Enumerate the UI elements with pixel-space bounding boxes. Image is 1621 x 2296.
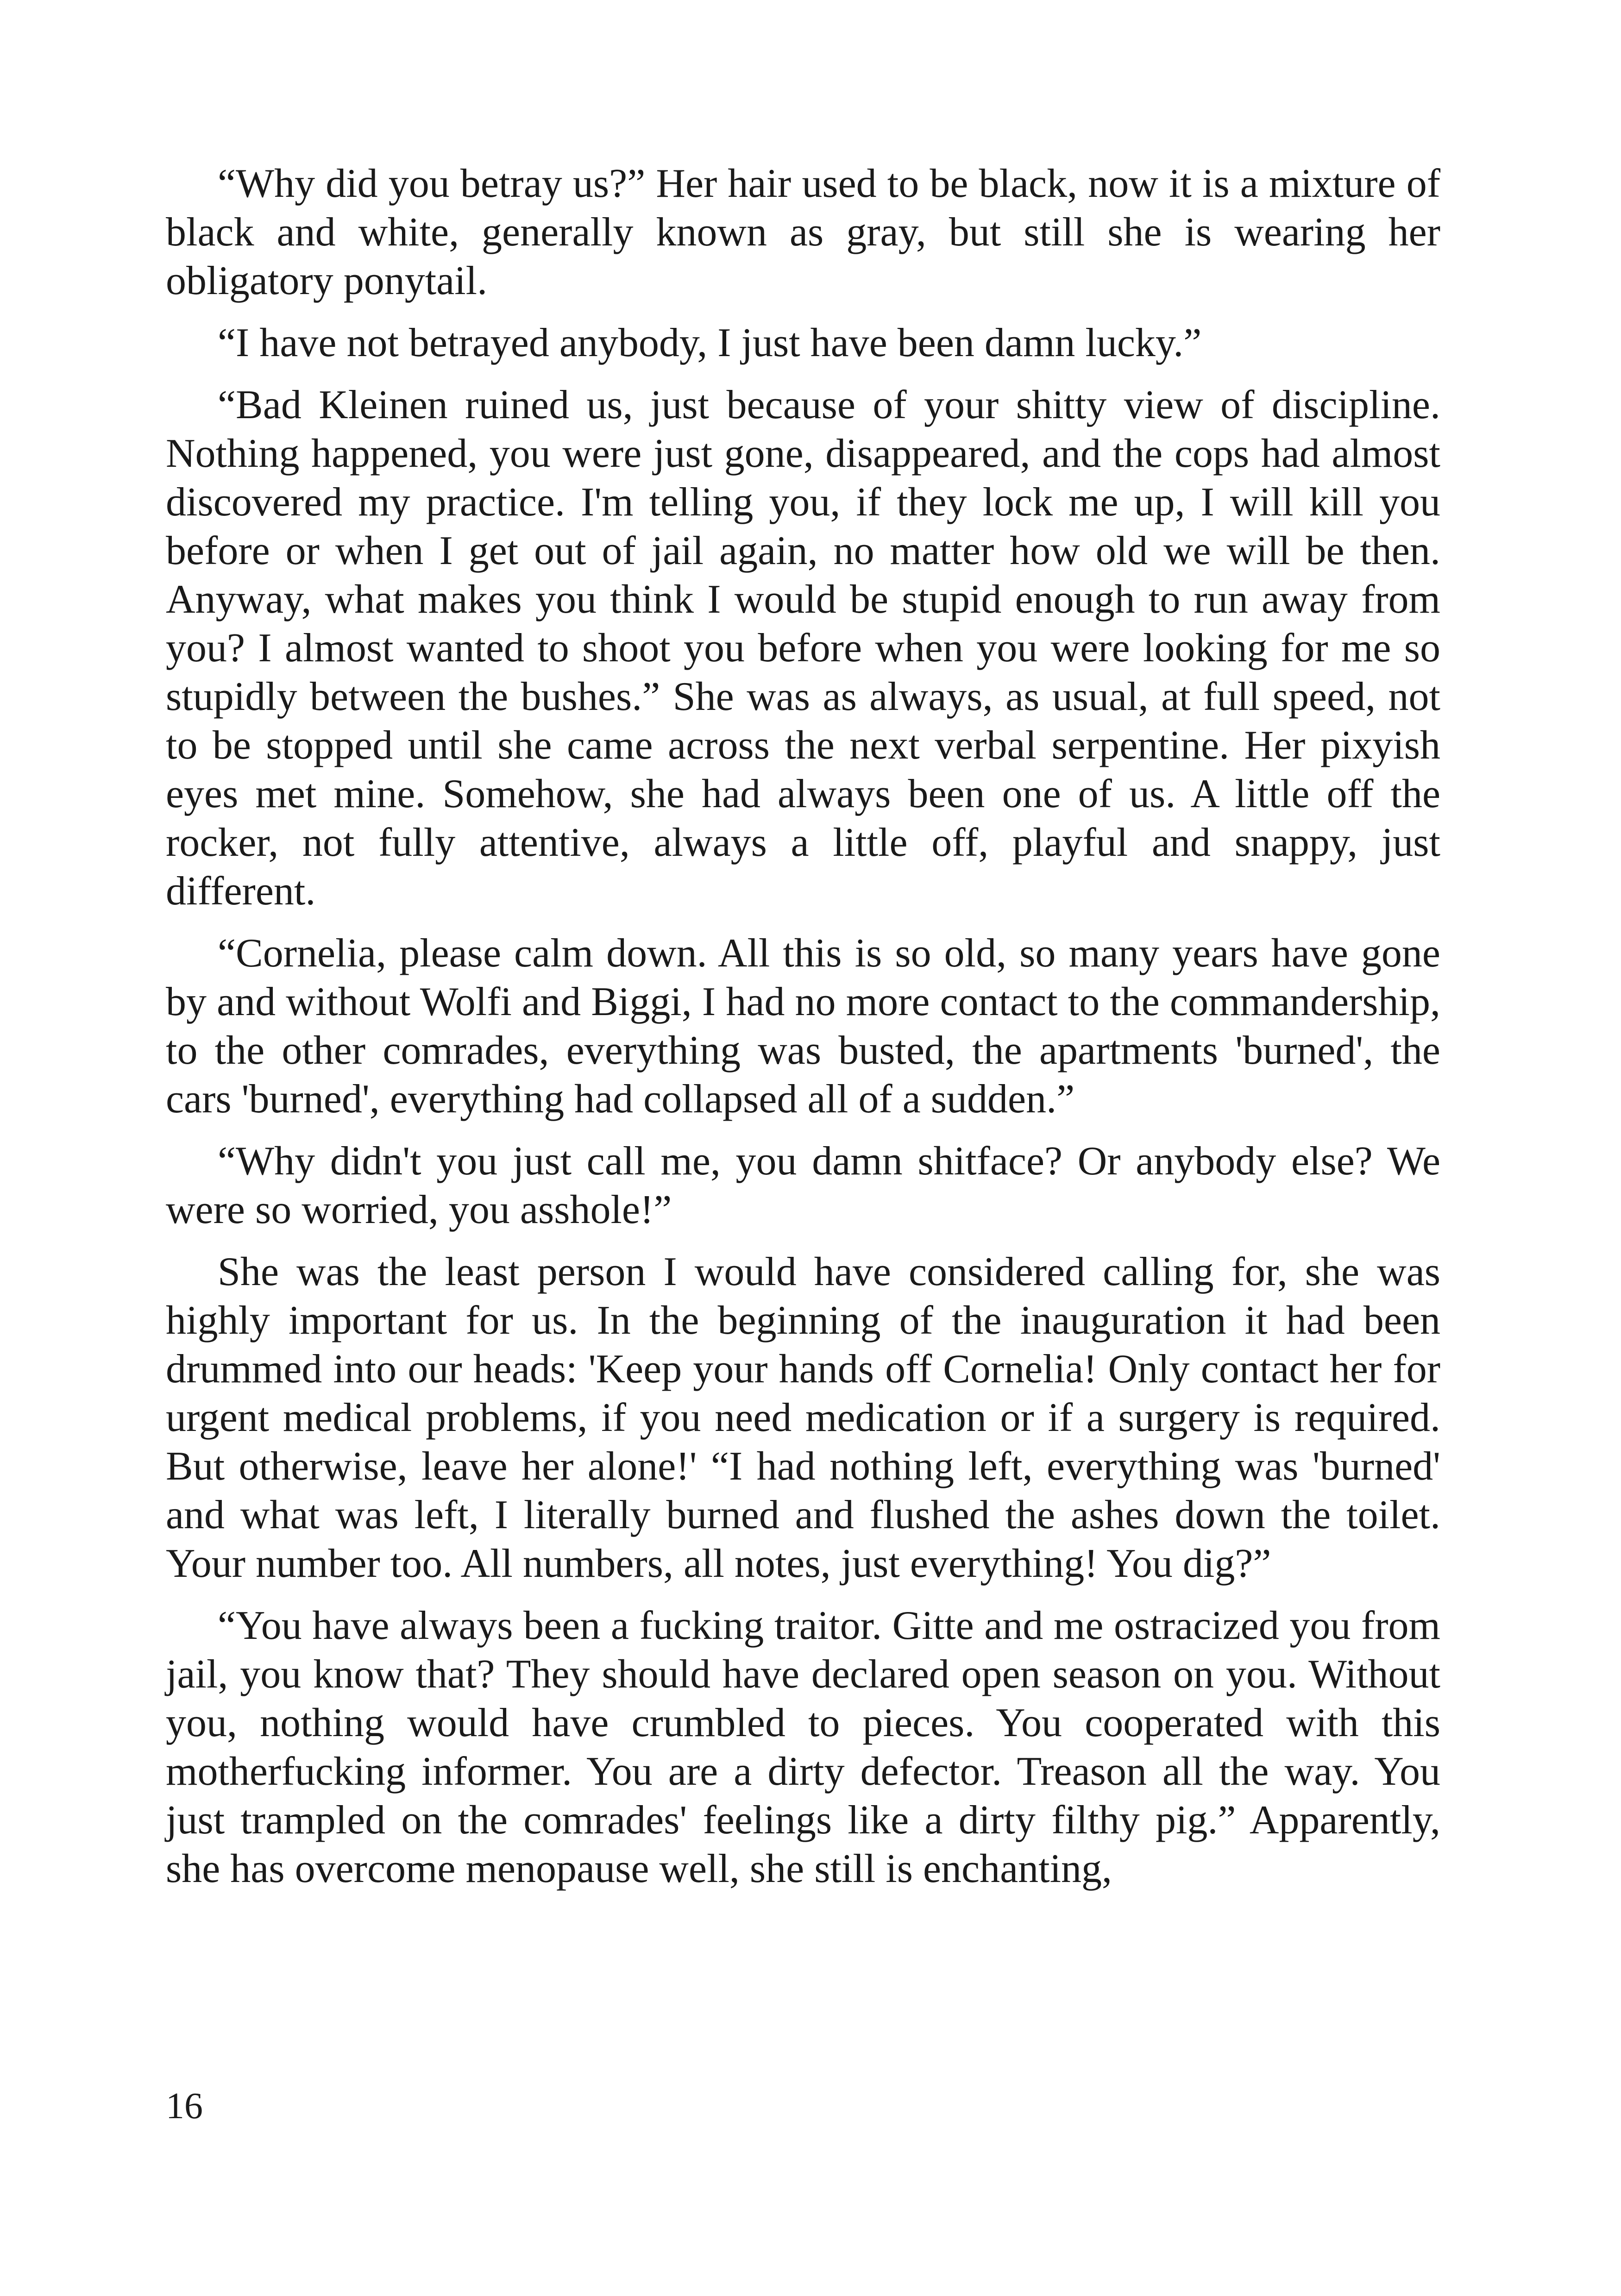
paragraph: “I have not betrayed anybody, I just have been damn lucky.” xyxy=(218,320,1202,365)
page-number: 16 xyxy=(166,2086,203,2127)
paragraph: She was the least person I would have considered calling for, she was highly important for us. In the beginning of the inauguration it had been drummed into our heads: 'Keep your hands off Cornelia! Only contact her for urgent medical problems, if you need medication or if a surgery is required. But otherwise, leave her alone!' “I had nothing left, everything was 'burned' and what was left, I literally burned and flushed the ashes down the toilet. Your number too. All numbers, all notes, just everything! You dig?” xyxy=(166,1249,1440,1586)
paragraph: “Why did you betray us?” Her hair used to be black, now it is a mixture of black and white, generally known as gray, but still she is wearing her obligatory ponytail. xyxy=(166,161,1440,303)
paragraph: “You have always been a fucking traitor. Gitte and me ostracized you from jail, you know that? They should have declared open season on you. Without you, nothing would have crumbled to pieces. You cooperated with this motherfucking informer. You are a dirty defector. Treason all the way. You just trampled on the comrades' feelings like a dirty filthy pig.” Apparently, she has overcome menopause well, she still is enchanting, xyxy=(166,1603,1440,1891)
paragraph: “Bad Kleinen ruined us, just because of your shitty view of discipline. Nothing happened, you were just gone, disappeared, and the cops had almost discovered my practice. I'm telling you, if they lock me up, I will kill you before or when I get out of jail again, no matter how old we will be then. Anyway, what makes you think I would be stupid enough to run away from you? I almost wanted to shoot you before when you were looking for me so stupidly between the bushes.” She was as always, as usual, at full speed, not to be stopped until she came across the next verbal serpentine. Her pixyish eyes met mine. Somehow, she had always been one of us. A little off the rocker, not fully attentive, always a little off, playful and snappy, just different. xyxy=(166,383,1440,914)
paragraph: “Cornelia, please calm down. All this is so old, so many years have gone by and without Wolfi and Biggi, I had no more contact to the commandership, to the other comrades, everything was busted, the apartments 'burned', the cars 'burned', everything had collapsed all of a sudden.” xyxy=(166,931,1440,1122)
paragraph: “Why didn't you just call me, you damn shitface? Or anybody else? We were so worried, you asshole!” xyxy=(166,1139,1440,1232)
body-text xyxy=(166,159,1440,1893)
